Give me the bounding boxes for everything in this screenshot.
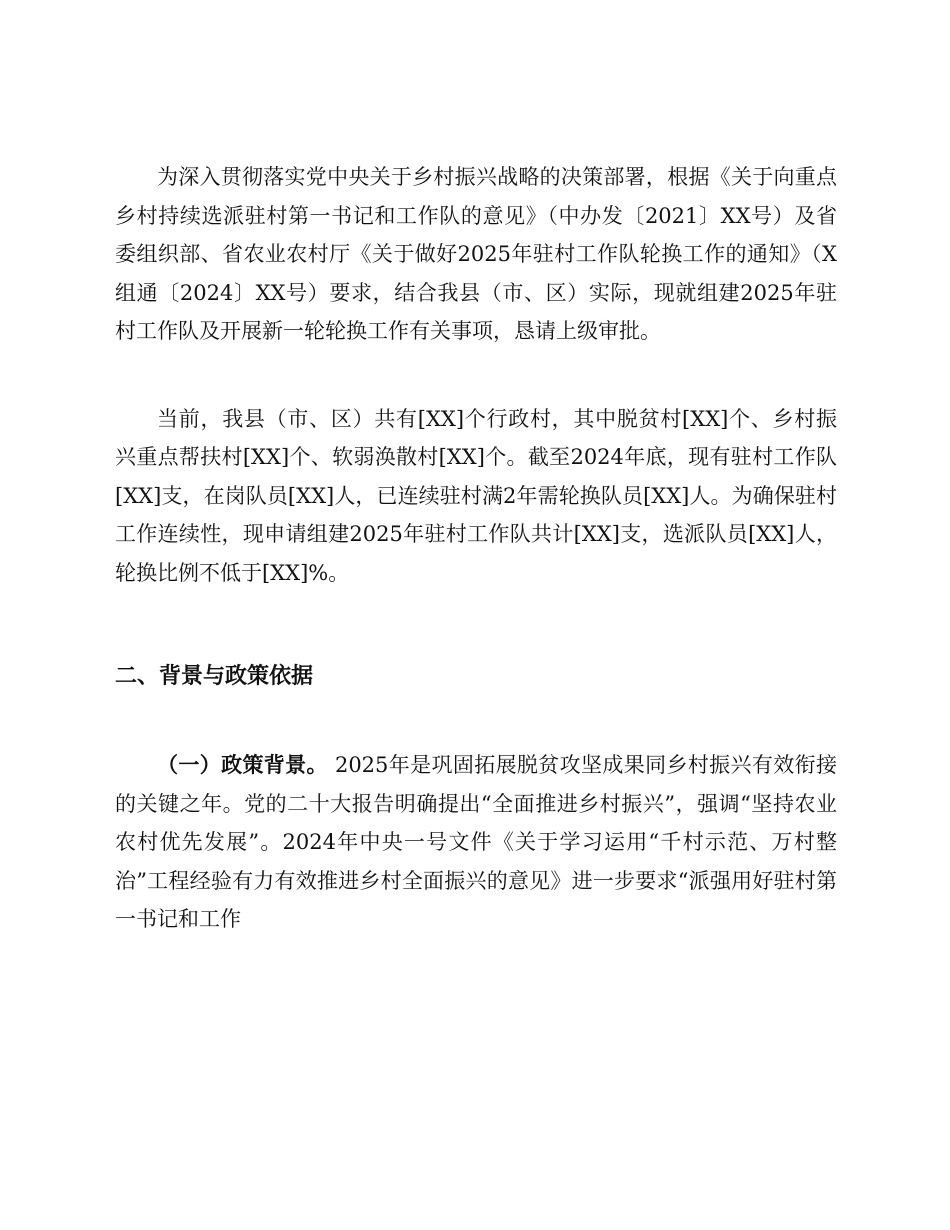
paragraph-lead-policy-background: （一）政策背景。 xyxy=(157,753,328,777)
section-heading-background-policy: 二、背景与政策依据 xyxy=(115,664,314,689)
paragraph-body-policy-background: 2025年是巩固拓展脱贫攻坚成果同乡村振兴有效衔接的关键之年。党的二十大报告明确提出“全面推进乡村振兴”，强调“坚持农业农村优先发展”。2024年中央一号文件《关于学习运用“千村示范、万村整治”工程经验有力有效推进乡村全面振兴的意见》进一步要求“派强用好驻村第一书记和工作 xyxy=(115,753,837,931)
paragraph-intro: 为深入贯彻落实党中央关于乡村振兴战略的决策部署，根据《关于向重点乡村持续选派驻村第一书记和工作队的意见》（中办发〔2021〕XX号）及省委组织部、省农业农村厅《关于做好2025年驻村工作队轮换工作的通知》（X组通〔2024〕XX号）要求，结合我县（市、区）实际，现就组建2025年驻村工作队及开展新一轮轮换工作有关事项，恳请上级审批。 xyxy=(115,165,837,343)
document-body xyxy=(115,158,837,939)
paragraph-current-status: 当前，我县（市、区）共有[XX]个行政村，其中脱贫村[XX]个、乡村振兴重点帮扶村[XX]个、软弱涣散村[XX]个。截至2024年底，现有驻村工作队[XX]支，在岗队员[XX]人，已连续驻村满2年需轮换队员[XX]人。为确保驻村工作连续性，现申请组建2025年驻村工作队共计[XX]支，选派队员[XX]人，轮换比例不低于[XX]%。 xyxy=(115,406,837,585)
paragraph-policy-background xyxy=(115,746,837,939)
